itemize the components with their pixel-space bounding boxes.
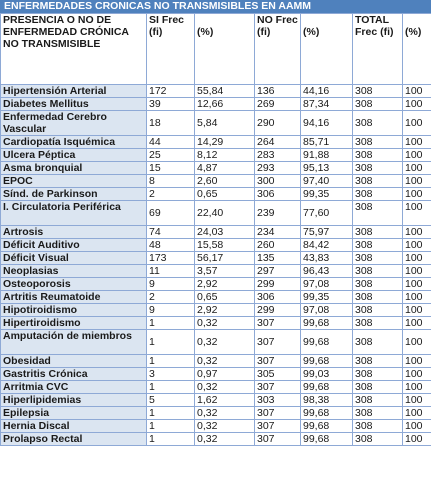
si-frec-cell: 15 <box>147 162 195 175</box>
no-frec-cell: 234 <box>255 226 301 239</box>
no-pct-cell: 99,68 <box>301 355 353 368</box>
si-frec-cell: 2 <box>147 291 195 304</box>
total-frec-cell: 308 <box>353 407 403 420</box>
disease-name-cell: Osteoporosis <box>1 278 147 291</box>
total-pct-cell: 100 <box>403 85 431 98</box>
si-pct-cell: 2,92 <box>195 304 255 317</box>
total-pct-cell: 100 <box>403 201 431 226</box>
table-row <box>1 111 431 136</box>
table-row <box>1 239 431 252</box>
no-frec-cell: 307 <box>255 330 301 355</box>
si-frec-cell: 1 <box>147 381 195 394</box>
no-frec-cell: 239 <box>255 201 301 226</box>
disease-name-cell: Artritis Reumatoide <box>1 291 147 304</box>
total-pct-cell: 100 <box>403 162 431 175</box>
total-pct-cell: 100 <box>403 420 431 433</box>
no-frec-cell: 305 <box>255 368 301 381</box>
no-frec-cell: 303 <box>255 394 301 407</box>
total-frec-cell: 308 <box>353 368 403 381</box>
disease-name-cell: Asma bronquial <box>1 162 147 175</box>
si-frec-cell: 1 <box>147 433 195 446</box>
si-frec-cell: 1 <box>147 330 195 355</box>
disease-name-cell: Hipertensión Arterial <box>1 85 147 98</box>
total-frec-cell: 308 <box>353 355 403 368</box>
disease-name-cell: Artrosis <box>1 226 147 239</box>
si-frec-cell: 25 <box>147 149 195 162</box>
si-frec-cell: 9 <box>147 278 195 291</box>
table-row <box>1 162 431 175</box>
si-frec-cell: 3 <box>147 368 195 381</box>
table-row <box>1 98 431 111</box>
no-frec-cell: 307 <box>255 317 301 330</box>
no-pct-cell: 84,42 <box>301 239 353 252</box>
si-pct-cell: 14,29 <box>195 136 255 149</box>
total-pct-cell: 100 <box>403 394 431 407</box>
total-frec-cell: 308 <box>353 433 403 446</box>
si-pct-cell: 0,32 <box>195 355 255 368</box>
si-pct-cell: 0,65 <box>195 291 255 304</box>
si-pct-cell: 56,17 <box>195 252 255 265</box>
table-row <box>1 433 431 446</box>
disease-name-cell: Epilepsia <box>1 407 147 420</box>
no-frec-cell: 264 <box>255 136 301 149</box>
total-pct-cell: 100 <box>403 111 431 136</box>
si-pct-cell: 12,66 <box>195 98 255 111</box>
si-frec-cell: 44 <box>147 136 195 149</box>
total-pct-cell: 100 <box>403 149 431 162</box>
no-frec-cell: 136 <box>255 85 301 98</box>
no-frec-cell: 307 <box>255 433 301 446</box>
table-title: ENFERMEDADES CRONICAS NO TRANSMISIBLES EN AAMM <box>0 0 431 13</box>
si-pct-cell: 0,32 <box>195 317 255 330</box>
no-pct-cell: 77,60 <box>301 201 353 226</box>
total-frec-cell: 308 <box>353 278 403 291</box>
table-row <box>1 136 431 149</box>
no-pct-cell: 97,08 <box>301 278 353 291</box>
table-row <box>1 420 431 433</box>
no-pct-cell: 44,16 <box>301 85 353 98</box>
disease-name-cell: Neoplasias <box>1 265 147 278</box>
table-row <box>1 149 431 162</box>
si-frec-cell: 1 <box>147 317 195 330</box>
no-frec-cell: 307 <box>255 420 301 433</box>
no-pct-cell: 99,68 <box>301 433 353 446</box>
disease-name-cell: Hernia Discal <box>1 420 147 433</box>
no-frec-cell: 299 <box>255 304 301 317</box>
total-pct-cell: 100 <box>403 407 431 420</box>
table-row <box>1 330 431 355</box>
si-pct-cell: 0,65 <box>195 188 255 201</box>
disease-name-cell: Diabetes Mellitus <box>1 98 147 111</box>
si-frec-cell: 69 <box>147 201 195 226</box>
si-frec-cell: 48 <box>147 239 195 252</box>
si-pct-cell: 4,87 <box>195 162 255 175</box>
total-frec-cell: 308 <box>353 188 403 201</box>
total-frec-cell: 308 <box>353 330 403 355</box>
total-pct-cell: 100 <box>403 252 431 265</box>
table-row <box>1 278 431 291</box>
header-si-frec: SI Frec (fi) <box>147 14 195 85</box>
table-row <box>1 201 431 226</box>
no-pct-cell: 94,16 <box>301 111 353 136</box>
total-frec-cell: 308 <box>353 381 403 394</box>
disease-name-cell: Ulcera Péptica <box>1 149 147 162</box>
disease-name-cell: Déficit Visual <box>1 252 147 265</box>
si-frec-cell: 2 <box>147 188 195 201</box>
total-pct-cell: 100 <box>403 226 431 239</box>
si-frec-cell: 173 <box>147 252 195 265</box>
total-pct-cell: 100 <box>403 381 431 394</box>
total-frec-cell: 308 <box>353 226 403 239</box>
no-pct-cell: 95,13 <box>301 162 353 175</box>
no-pct-cell: 99,35 <box>301 291 353 304</box>
disease-name-cell: Obesidad <box>1 355 147 368</box>
total-frec-cell: 308 <box>353 175 403 188</box>
table-row <box>1 317 431 330</box>
disease-name-cell: Prolapso Rectal <box>1 433 147 446</box>
total-pct-cell: 100 <box>403 265 431 278</box>
disease-name-cell: Déficit Auditivo <box>1 239 147 252</box>
no-pct-cell: 87,34 <box>301 98 353 111</box>
table-row <box>1 188 431 201</box>
no-frec-cell: 135 <box>255 252 301 265</box>
no-pct-cell: 99,68 <box>301 381 353 394</box>
total-pct-cell: 100 <box>403 304 431 317</box>
disease-name-cell: Sínd. de Parkinson <box>1 188 147 201</box>
total-frec-cell: 308 <box>353 149 403 162</box>
si-frec-cell: 39 <box>147 98 195 111</box>
total-frec-cell: 308 <box>353 394 403 407</box>
total-pct-cell: 100 <box>403 355 431 368</box>
no-frec-cell: 306 <box>255 291 301 304</box>
table-row <box>1 85 431 98</box>
si-pct-cell: 24,03 <box>195 226 255 239</box>
total-frec-cell: 308 <box>353 252 403 265</box>
total-frec-cell: 308 <box>353 304 403 317</box>
no-pct-cell: 91,88 <box>301 149 353 162</box>
no-pct-cell: 97,40 <box>301 175 353 188</box>
disease-name-cell: EPOC <box>1 175 147 188</box>
total-pct-cell: 100 <box>403 317 431 330</box>
table-row <box>1 381 431 394</box>
si-pct-cell: 22,40 <box>195 201 255 226</box>
si-pct-cell: 1,62 <box>195 394 255 407</box>
si-pct-cell: 2,92 <box>195 278 255 291</box>
si-pct-cell: 8,12 <box>195 149 255 162</box>
si-pct-cell: 15,58 <box>195 239 255 252</box>
table-row <box>1 291 431 304</box>
si-pct-cell: 0,32 <box>195 381 255 394</box>
total-frec-cell: 308 <box>353 111 403 136</box>
si-frec-cell: 1 <box>147 355 195 368</box>
no-pct-cell: 99,03 <box>301 368 353 381</box>
header-total-pct: (%) <box>403 14 431 85</box>
si-frec-cell: 1 <box>147 420 195 433</box>
disease-name-cell: Arritmia CVC <box>1 381 147 394</box>
table-row <box>1 407 431 420</box>
no-frec-cell: 269 <box>255 98 301 111</box>
si-frec-cell: 5 <box>147 394 195 407</box>
si-frec-cell: 1 <box>147 407 195 420</box>
no-frec-cell: 300 <box>255 175 301 188</box>
no-frec-cell: 307 <box>255 381 301 394</box>
si-frec-cell: 9 <box>147 304 195 317</box>
table-row <box>1 304 431 317</box>
no-pct-cell: 99,68 <box>301 317 353 330</box>
si-pct-cell: 55,84 <box>195 85 255 98</box>
header-si-pct: (%) <box>195 14 255 85</box>
si-frec-cell: 74 <box>147 226 195 239</box>
disease-table <box>0 13 431 446</box>
no-pct-cell: 99,35 <box>301 188 353 201</box>
total-frec-cell: 308 <box>353 239 403 252</box>
si-frec-cell: 11 <box>147 265 195 278</box>
total-pct-cell: 100 <box>403 136 431 149</box>
header-no-frec: NO Frec (fi) <box>255 14 301 85</box>
si-frec-cell: 172 <box>147 85 195 98</box>
total-pct-cell: 100 <box>403 368 431 381</box>
disease-name-cell: Hipotiroidismo <box>1 304 147 317</box>
total-pct-cell: 100 <box>403 278 431 291</box>
no-pct-cell: 85,71 <box>301 136 353 149</box>
header-total-frec: TOTAL Frec (fi) <box>353 14 403 85</box>
disease-name-cell: Amputación de miembros <box>1 330 147 355</box>
disease-name-cell: Cardiopatía Isquémica <box>1 136 147 149</box>
disease-name-cell: Hipertiroidismo <box>1 317 147 330</box>
no-pct-cell: 98,38 <box>301 394 353 407</box>
header-row <box>1 14 431 85</box>
no-pct-cell: 96,43 <box>301 265 353 278</box>
no-frec-cell: 306 <box>255 188 301 201</box>
table-row <box>1 252 431 265</box>
total-pct-cell: 100 <box>403 291 431 304</box>
si-pct-cell: 0,32 <box>195 407 255 420</box>
disease-name-cell: Gastritis Crónica <box>1 368 147 381</box>
total-frec-cell: 308 <box>353 420 403 433</box>
table-row <box>1 175 431 188</box>
no-frec-cell: 297 <box>255 265 301 278</box>
no-frec-cell: 260 <box>255 239 301 252</box>
total-pct-cell: 100 <box>403 239 431 252</box>
header-disease: PRESENCIA O NO DE ENFERMEDAD CRÓNICA NO TRANSMISIBLE <box>1 14 147 85</box>
total-frec-cell: 308 <box>353 98 403 111</box>
no-pct-cell: 99,68 <box>301 407 353 420</box>
table-row <box>1 355 431 368</box>
si-pct-cell: 0,32 <box>195 330 255 355</box>
si-pct-cell: 3,57 <box>195 265 255 278</box>
si-frec-cell: 8 <box>147 175 195 188</box>
total-frec-cell: 308 <box>353 201 403 226</box>
no-frec-cell: 299 <box>255 278 301 291</box>
no-frec-cell: 293 <box>255 162 301 175</box>
no-frec-cell: 283 <box>255 149 301 162</box>
header-no-pct: (%) <box>301 14 353 85</box>
disease-name-cell: Hiperlipidemias <box>1 394 147 407</box>
si-pct-cell: 0,32 <box>195 420 255 433</box>
total-frec-cell: 308 <box>353 136 403 149</box>
table-row <box>1 394 431 407</box>
table-row <box>1 226 431 239</box>
no-frec-cell: 290 <box>255 111 301 136</box>
si-pct-cell: 5,84 <box>195 111 255 136</box>
no-pct-cell: 99,68 <box>301 330 353 355</box>
total-pct-cell: 100 <box>403 175 431 188</box>
si-pct-cell: 0,32 <box>195 433 255 446</box>
total-pct-cell: 100 <box>403 330 431 355</box>
no-pct-cell: 99,68 <box>301 420 353 433</box>
disease-name-cell: Enfermedad Cerebro Vascular <box>1 111 147 136</box>
no-pct-cell: 75,97 <box>301 226 353 239</box>
total-frec-cell: 308 <box>353 291 403 304</box>
no-pct-cell: 43,83 <box>301 252 353 265</box>
total-pct-cell: 100 <box>403 188 431 201</box>
total-frec-cell: 308 <box>353 162 403 175</box>
si-frec-cell: 18 <box>147 111 195 136</box>
no-frec-cell: 307 <box>255 355 301 368</box>
si-pct-cell: 2,60 <box>195 175 255 188</box>
total-frec-cell: 308 <box>353 265 403 278</box>
table-row <box>1 368 431 381</box>
table-row <box>1 265 431 278</box>
total-pct-cell: 100 <box>403 98 431 111</box>
total-pct-cell: 100 <box>403 433 431 446</box>
total-frec-cell: 308 <box>353 317 403 330</box>
si-pct-cell: 0,97 <box>195 368 255 381</box>
disease-name-cell: I. Circulatoria Periférica <box>1 201 147 226</box>
total-frec-cell: 308 <box>353 85 403 98</box>
no-pct-cell: 97,08 <box>301 304 353 317</box>
no-frec-cell: 307 <box>255 407 301 420</box>
